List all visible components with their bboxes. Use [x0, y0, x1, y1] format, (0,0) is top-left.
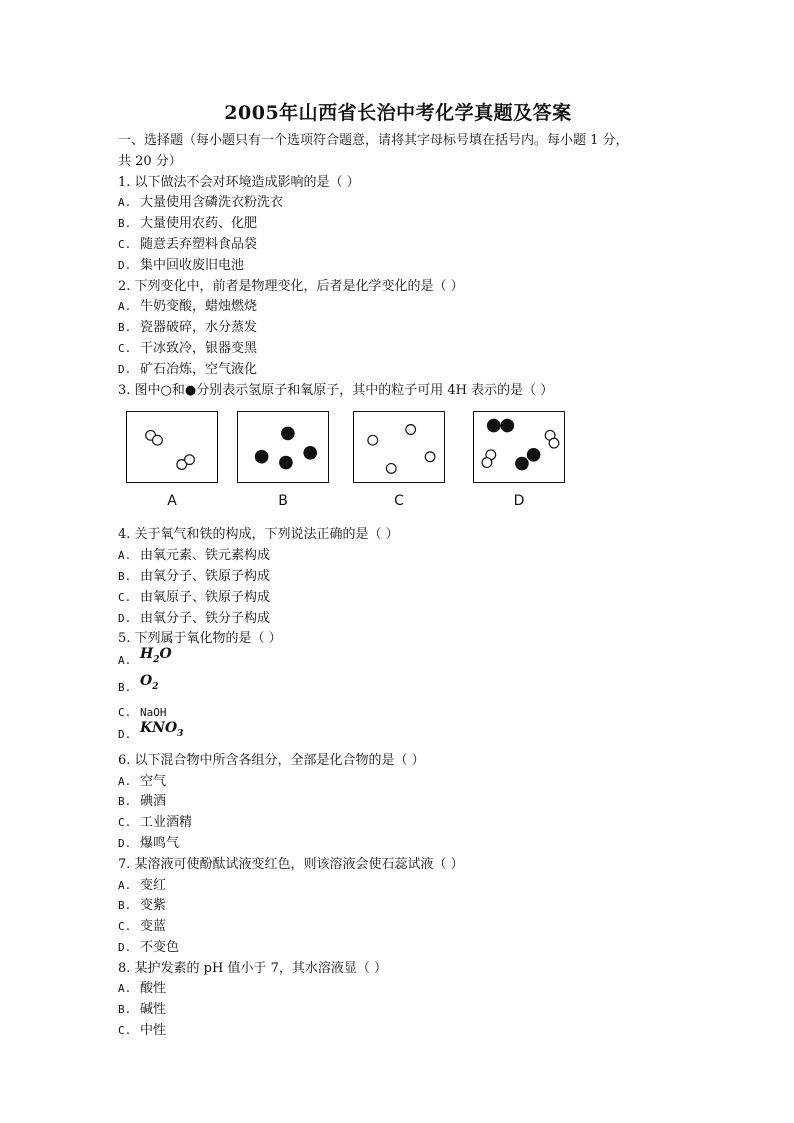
question-7-stem: 7. 某溶液可使酚酞试液变红色，则该溶液会使石蕊试液（ ） — [118, 856, 464, 872]
option-text: 由氧分子、铁分子构成 — [140, 610, 271, 626]
q1-option-d — [118, 256, 678, 277]
option-letter: B. — [118, 569, 132, 583]
diagram-a-svg — [127, 412, 217, 482]
option-text: 矿石冶炼，空气液化 — [140, 361, 258, 377]
diagram-label-b: B — [278, 493, 288, 510]
q2-option-a — [118, 297, 678, 318]
option-letter: C. — [118, 590, 132, 604]
option-text: 由氧元素、铁元素构成 — [140, 548, 271, 564]
option-letter: D. — [118, 940, 132, 954]
option-letter: A. — [118, 654, 132, 668]
option-letter: C. — [118, 920, 132, 934]
oxygen-atom — [527, 448, 541, 462]
hydrogen-atom — [482, 458, 492, 468]
question-2-stem: 2. 下列变化中，前者是物理变化，后者是化学变化的是（ ） — [118, 278, 464, 294]
diagram-box-b — [237, 411, 329, 483]
formula-sub: 3 — [177, 728, 184, 739]
q8-option-b — [118, 1000, 678, 1021]
formula-sub: 2 — [152, 681, 159, 692]
question-4-stem: 4. 关于氧气和铁的构成，下列说法正确的是（ ） — [118, 527, 399, 543]
question-8-stem: 8. 某护发素的 pH 值小于 7，其水溶液显（ ） — [118, 960, 387, 976]
formula-h2o — [140, 646, 172, 665]
q5-option-d — [118, 720, 678, 751]
option-letter: A. — [118, 549, 132, 563]
option-letter: C. — [118, 706, 132, 720]
option-letter: B. — [118, 321, 132, 335]
diagram-d-svg — [474, 412, 564, 482]
oxygen-atom — [515, 457, 529, 471]
option-text: 大量使用农药、化肥 — [140, 216, 258, 232]
q1-option-b — [118, 214, 678, 235]
q7-option-b — [118, 896, 678, 917]
oxygen-atom — [501, 419, 515, 433]
option-text: NaOH — [140, 706, 167, 720]
q6-option-c — [118, 813, 678, 834]
option-letter: C. — [118, 816, 132, 830]
option-letter: D. — [118, 258, 132, 272]
option-letter: B. — [118, 795, 132, 809]
option-letter: A. — [118, 774, 132, 788]
diagram-box-c — [353, 411, 445, 483]
option-text: 爆鸣气 — [140, 835, 180, 851]
option-letter: C. — [118, 1024, 132, 1038]
formula-kno3 — [140, 720, 184, 739]
q5-option-b — [118, 672, 678, 704]
question-6-stem: 6. 以下混合物中所含各组分，全部是化合物的是（ ） — [118, 752, 425, 768]
diagram-box-d — [473, 411, 565, 483]
q6-option-b — [118, 792, 678, 813]
q2-option-c — [118, 339, 678, 360]
oxygen-atom — [303, 446, 317, 460]
option-letter: C. — [118, 341, 132, 355]
option-text: 大量使用含磷洗衣粉洗衣 — [140, 195, 284, 211]
q8-option-c — [118, 1021, 678, 1042]
oxygen-atom — [279, 456, 293, 470]
option-text: 随意丢弃塑料食品袋 — [140, 236, 258, 252]
option-text: 集中回收废旧电池 — [140, 257, 245, 273]
hydrogen-atom — [386, 464, 396, 474]
hydrogen-atom — [368, 436, 378, 446]
option-text: 酸性 — [140, 981, 167, 997]
option-text: 由氧原子、铁原子构成 — [140, 589, 271, 605]
q2-option-b — [118, 318, 678, 339]
option-text: 瓷器破碎，水分蒸发 — [140, 320, 258, 336]
option-letter: C. — [118, 237, 132, 251]
formula-o2 — [140, 672, 159, 692]
q8-option-a — [118, 979, 678, 1000]
option-letter: A. — [118, 982, 132, 996]
q2-option-d — [118, 360, 678, 381]
q7-option-d — [118, 938, 678, 959]
oxygen-atom — [255, 450, 269, 464]
q4-option-c — [118, 588, 678, 609]
q7-option-c — [118, 917, 678, 938]
option-text: 由氧分子、铁原子构成 — [140, 568, 271, 584]
option-text: 变紫 — [140, 898, 167, 914]
formula-main: H — [140, 646, 154, 663]
option-text: 变红 — [140, 877, 167, 893]
q4-option-a — [118, 546, 678, 567]
option-letter: B. — [118, 217, 132, 231]
hydrogen-atom — [185, 455, 195, 465]
option-letter: B. — [118, 680, 132, 694]
option-letter: A. — [118, 300, 132, 314]
oxygen-atom — [487, 419, 501, 433]
option-text: 不变色 — [140, 939, 180, 955]
q6-option-a — [118, 772, 678, 793]
section-heading-line2: 共 20 分） — [118, 153, 182, 169]
option-text: 干冰致冷，银器变黑 — [140, 340, 258, 356]
formula-main: O — [140, 672, 153, 689]
option-text: 中性 — [140, 1023, 167, 1039]
option-letter: D. — [118, 836, 132, 850]
diagram-box-a — [126, 411, 218, 483]
option-text: 碱性 — [140, 1002, 167, 1018]
option-text: 变蓝 — [140, 919, 167, 935]
hydrogen-atom — [406, 425, 416, 435]
option-letter: D. — [118, 362, 132, 376]
option-text: 工业酒精 — [140, 815, 193, 831]
option-letter: B. — [118, 899, 132, 913]
section-heading-line1: 一、选择题（每小题只有一个选项符合题意，请将其字母标号填在括号内。每小题 1 分， — [118, 133, 629, 148]
page-title: 2005年山西省长治中考化学真题及答案 — [224, 102, 572, 124]
q1-option-c — [118, 235, 678, 256]
option-text: 牛奶变酸，蜡烛燃烧 — [140, 299, 258, 315]
oxygen-atom — [281, 427, 295, 441]
exam-page — [118, 98, 678, 1042]
q7-option-a — [118, 876, 678, 897]
option-letter: B. — [118, 1003, 132, 1017]
hydrogen-atom — [549, 439, 559, 449]
hydrogen-atom — [153, 436, 163, 446]
q1-option-a — [118, 193, 678, 214]
diagram-c-svg — [354, 412, 444, 482]
hydrogen-atom — [425, 452, 435, 462]
diagram-b-svg — [238, 412, 328, 482]
option-letter: A. — [118, 196, 132, 210]
diagram-label-d: D — [513, 493, 525, 510]
question-5-stem: 5. 下列属于氧化物的是（ ） — [118, 631, 282, 647]
diagram-label-a: A — [167, 493, 177, 510]
q4-option-b — [118, 567, 678, 588]
option-text: 空气 — [140, 773, 167, 789]
option-letter: D. — [118, 728, 132, 742]
q5-option-c — [118, 703, 678, 724]
formula-tail: O — [159, 646, 172, 663]
formula-sub: 2 — [153, 654, 160, 665]
q4-option-d — [118, 609, 678, 630]
option-letter: A. — [118, 878, 132, 892]
question-1-stem: 1. 以下做法不会对环境造成影响的是（ ） — [118, 174, 360, 190]
q6-option-d — [118, 834, 678, 855]
particle-diagrams — [118, 403, 678, 519]
diagram-label-c: C — [394, 493, 404, 510]
formula-main: KNO — [140, 720, 178, 737]
option-text: 碘酒 — [140, 794, 167, 810]
question-3-stem: 3. 图中○和●分别表示氢原子和氧原子，其中的粒子可用 4H 表示的是（ ） — [118, 382, 554, 398]
option-letter: D. — [118, 611, 132, 625]
q5-option-a — [118, 646, 678, 677]
